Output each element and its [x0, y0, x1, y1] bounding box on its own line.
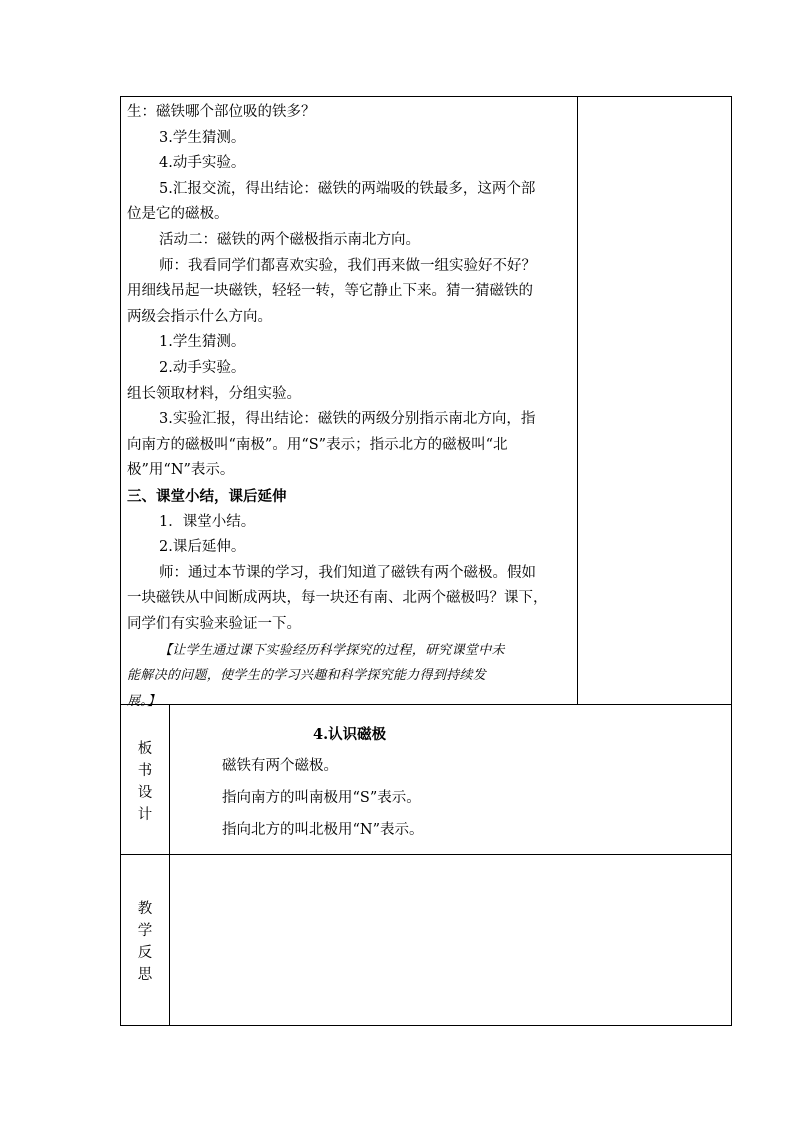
process-line: 组长领取材料，分组实验。 — [127, 385, 301, 402]
process-line: 生：磁铁哪个部位吸的铁多？ — [127, 104, 316, 120]
process-line: 位是它的磁极。 — [127, 206, 229, 223]
board-label-char: 设 — [137, 785, 153, 801]
process-line: 师：我看同学们都喜欢实验，我们再来做一组实验好不好？ — [159, 257, 536, 274]
row-divider-board — [120, 704, 732, 705]
process-line: 1．课堂小结。 — [159, 513, 256, 530]
design-note-line: 展。】 — [127, 693, 161, 709]
board-label-char: 板 — [137, 741, 153, 757]
board-title: 4.认识磁极 — [313, 726, 387, 743]
label-column-divider — [169, 704, 170, 1026]
row-divider-reflection — [120, 854, 732, 855]
process-line: 2.课后延伸。 — [159, 539, 246, 556]
process-line: 3.实验汇报，得出结论：磁铁的两级分别指示南北方向，指 — [159, 411, 536, 428]
process-line: 3.学生猜测。 — [159, 129, 246, 146]
process-line: 用细线吊起一块磁铁，轻轻一转，等它静止下来。猜一猜磁铁的 — [127, 283, 533, 300]
design-note-line: 能解决的问题，使学生的学习兴趣和科学探究能力得到持续发 — [127, 668, 487, 684]
process-line: 极”用“N”表示。 — [127, 462, 235, 479]
board-line: 磁铁有两个磁极。 — [222, 758, 338, 774]
reflection-label-char: 反 — [137, 945, 153, 961]
section-heading: 三、课堂小结，课后延伸 — [127, 488, 287, 505]
reflection-label-char: 教 — [137, 901, 153, 917]
process-line: 向南方的磁极叫“南极”。用“S”表示；指示北方的磁极叫“北 — [127, 436, 508, 453]
board-label-char: 计 — [137, 807, 153, 823]
board-design-label — [121, 738, 169, 826]
top-column-divider — [577, 96, 578, 704]
process-line: 4.动手实验。 — [159, 155, 246, 172]
reflection-label — [121, 898, 169, 986]
process-line: 一块磁铁从中间断成两块，每一块还有南、北两个磁极吗？课下， — [127, 590, 548, 607]
board-line: 指向南方的叫南极用“S”表示。 — [222, 790, 421, 806]
process-line: 活动二：磁铁的两个磁极指示南北方向。 — [159, 232, 420, 248]
reflection-label-char: 思 — [137, 967, 153, 983]
process-line: 2.动手实验。 — [159, 360, 246, 376]
process-line: 1.学生猜测。 — [159, 334, 246, 351]
process-line: 两级会指示什么方向。 — [127, 308, 272, 325]
process-line: 师：通过本节课的学习，我们知道了磁铁有两个磁极。假如 — [159, 564, 536, 581]
process-line: 5.汇报交流，得出结论：磁铁的两端吸的铁最多，这两个部 — [159, 180, 536, 197]
board-label-char: 书 — [137, 763, 153, 779]
design-note-line: 【让学生通过课下实验经历科学探究的过程，研究课堂中未 — [159, 642, 505, 658]
reflection-label-char: 学 — [137, 923, 153, 939]
process-line: 同学们有实验来验证一下。 — [127, 616, 301, 632]
board-line: 指向北方的叫北极用“N”表示。 — [222, 822, 424, 838]
